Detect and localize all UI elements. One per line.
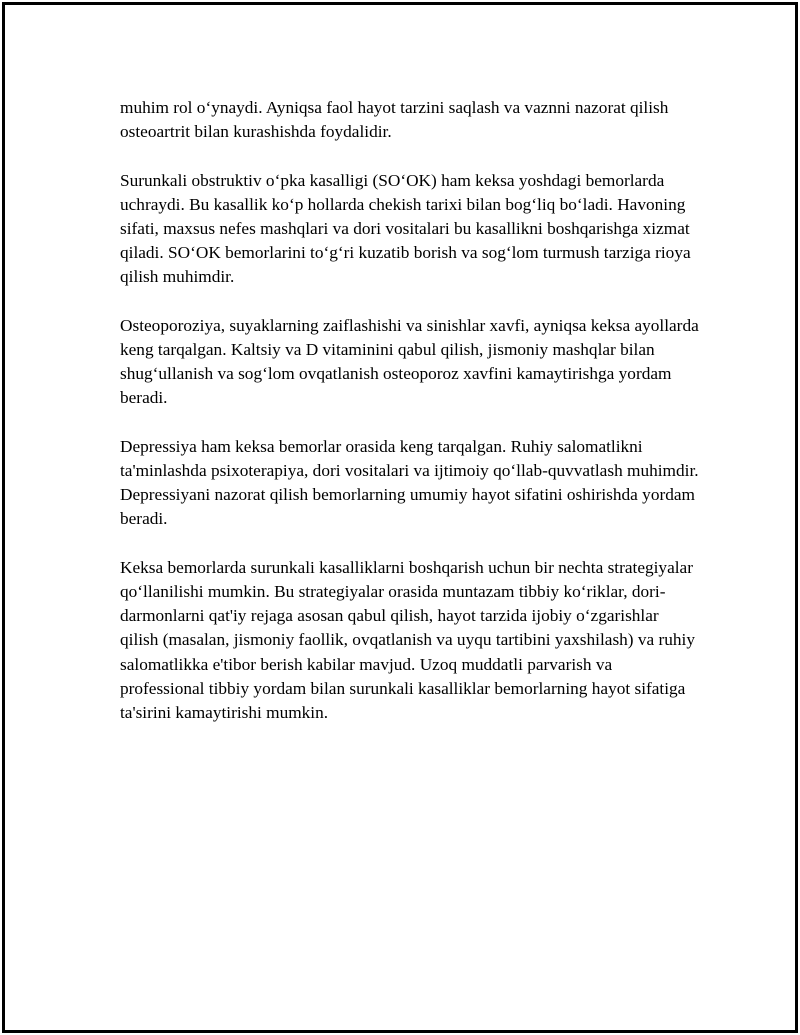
paragraph-4: Depressiya ham keksa bemorlar orasida keng tarqalgan. Ruhiy salomatlikni ta'minlashda psixoterapiya, dori vositalari va ijtimoiy qo‘llab-quvvatlash muhimdir. Depressiyani nazorat qilish bemorlarning umumiy hayot sifatini oshirishda yordam beradi. [120,436,699,529]
paragraph-1: muhim rol o‘ynaydi. Ayniqsa faol hayot tarzini saqlash va vaznni nazorat qilish osteoartrit bilan kurashishda foydalidir. [120,98,669,142]
paragraph-2: Surunkali obstruktiv o‘pka kasalligi (SO‘OK) ham keksa yoshdagi bemorlarda uchraydi. Bu kasallik ko‘p hollarda chekish tarixi bilan bog‘liq bo‘ladi. Havoning sifati, maxsus nefes mashqlari va dori vositalari bu kasallikni boshqarishga xizmat qiladi. SO‘OK bemorlarini to‘g‘ri kuzatib borish va sog‘lom turmush tarziga rioya qilish muhimdir. [120,170,691,287]
document-page [2,2,798,1033]
paragraph-3: Osteoporoziya, suyaklarning zaiflashishi va sinishlar xavfi, ayniqsa keksa ayollarda keng tarqalgan. Kaltsiy va D vitaminini qabul qilish, jismoniy mashqlar bilan shug‘ullanish va sog‘lom ovqatlanish osteoporoz xavfini kamaytirishga yordam beradi. [120,315,699,408]
document-body [120,96,700,749]
paragraph-5: Keksa bemorlarda surunkali kasalliklarni boshqarish uchun bir nechta strategiyalar qo‘llanilishi mumkin. Bu strategiyalar orasida muntazam tibbiy ko‘riklar, dori-darmonlarni qat'iy rejaga asosan qabul qilish, hayot tarzida ijobiy o‘zgarishlar qilish (masalan, jismoniy faollik, ovqatlanish va uyqu tartibini yaxshilash) va ruhiy salomatlikka e'tibor berish kabilar mavjud. Uzoq muddatli parvarish va professional tibbiy yordam bilan surunkali kasalliklar bemorlarning hayot sifatiga ta'sirini kamaytirishi mumkin. [120,557,695,723]
